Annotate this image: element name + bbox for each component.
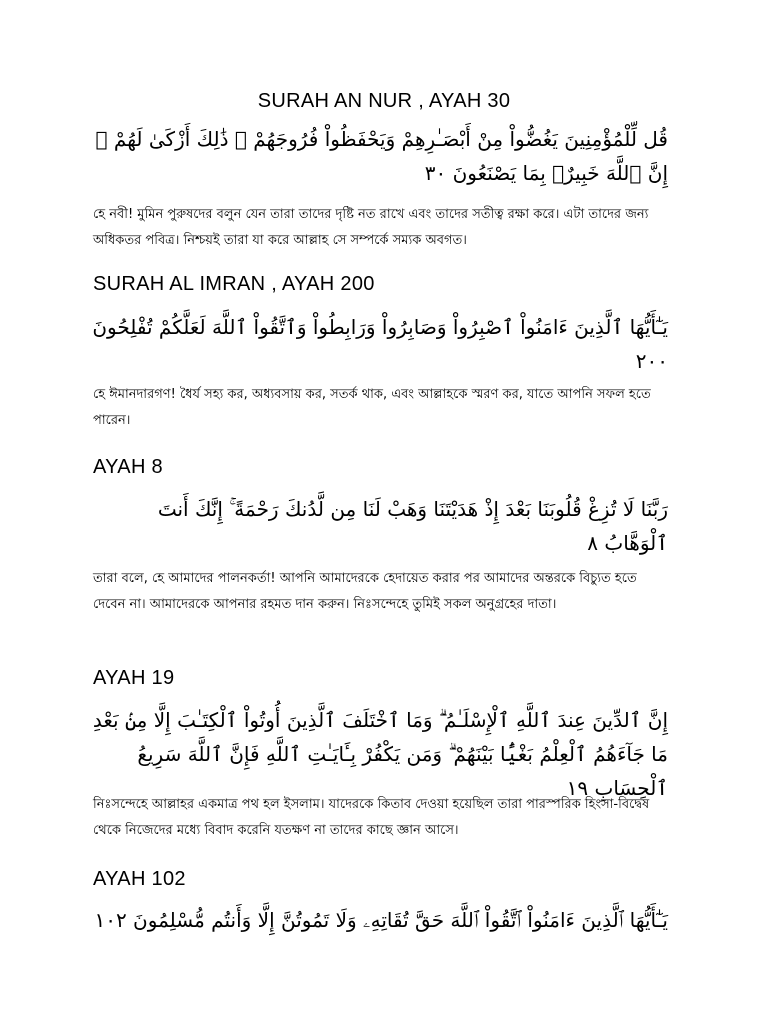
bengali-translation: তারা বলে, হে আমাদের পালনকর্তা! আপনি আমাদেরকে হেদায়েত করার পর আমাদের অন্তরকে বিচ্যুত হতে দেবেন না। আমাদেরকে আপনার রহমত দান করুন। নিঃসন্দেহে তুমিই সকল অনুগ্রহের দাতা। [93, 571, 637, 612]
section-heading: AYAH 102 [93, 868, 186, 890]
bengali-translation: নিঃসন্দেহে আল্লাহর একমাত্র পথ হল ইসলাম। যাদেরকে কিতাব দেওয়া হয়েছিল তারা পারস্পরিক হিংসা-বিদ্বেষ থেকে নিজেদের মধ্যে বিবাদ করেনি যতক্ষণ না তাদের কাছে জ্ঞান আসে। [93, 797, 650, 838]
bengali-translation: হে নবী! মুমিন পুরুষদের বলুন যেন তারা তাদের দৃষ্টি নত রাখে এবং তাদের সতীত্ব রক্ষা করে। এটা তাদের জন্য অধিকতর পবিত্র। নিশ্চয়ই তারা যা করে আল্লাহ সে সম্পর্কে সম্যক অবগত। [93, 207, 649, 248]
arabic-verse: قُل لِّلْمُؤْمِنِينَ يَغُضُّواْ مِنْ أَبْصَـٰرِهِمْ وَيَحْفَظُواْ فُرُوجَهُمْ ۚ ذَٰلِكَ أَزْكَىٰ لَهُمْ ۗ إِنَّ ٱللَّهَ خَبِيرٌۢ بِمَا يَصْنَعُونَ ٣٠ [95, 127, 668, 185]
arabic-verse: يَـٰٓأَيُّهَا ٱلَّذِينَ ءَامَنُواْ ٱصْبِرُواْ وَصَابِرُواْ وَرَابِطُواْ وَٱتَّقُواْ ٱللَّهَ لَعَلَّكُمْ تُفْلِحُونَ ٢٠٠ [92, 315, 668, 373]
section-heading: AYAH 19 [93, 667, 175, 689]
document-title: SURAH AN NUR , AYAH 30 [257, 90, 511, 112]
section-heading: AYAH 8 [93, 456, 163, 478]
arabic-verse: إِنَّ ٱلدِّينَ عِندَ ٱللَّهِ ٱلْإِسْلَـٰمُ ۗ وَمَا ٱخْتَلَفَ ٱلَّذِينَ أُوتُواْ ٱلْكِتَـٰبَ إِلَّا مِنۢ بَعْدِ مَا جَآءَهُمُ ٱلْعِلْمُ بَغْيًۢا بَيْنَهُمْ ۗ وَمَن يَكْفُرْ بِـَٔايَـٰتِ ٱللَّهِ فَإِنَّ ٱللَّهَ سَرِيعُ ٱلْحِسَابِ ١٩ [92, 708, 668, 800]
arabic-verse: رَبَّنَا لَا تُزِغْ قُلُوبَنَا بَعْدَ إِذْ هَدَيْتَنَا وَهَبْ لَنَا مِن لَّدُنكَ رَحْمَةً ۚ إِنَّكَ أَنتَ ٱلْوَهَّابُ ٨ [157, 497, 668, 555]
arabic-verse: يَـٰٓأَيُّهَا ٱلَّذِينَ ءَامَنُواْ ٱتَّقُواْ ٱللَّهَ حَقَّ تُقَاتِهِۦ وَلَا تَمُوتُنَّ إِلَّا وَأَنتُم مُّسْلِمُونَ ١٠٢ [94, 908, 668, 932]
section-heading: SURAH AL IMRAN , AYAH 200 [93, 273, 375, 295]
bengali-translation: হে ঈমানদারগণ! ধৈর্য সহ্য কর, অধ্যবসায় কর, সতর্ক থাক, এবং আল্লাহকে স্মরণ কর, যাতে আপনি সফল হতে পারেন। [93, 387, 651, 428]
